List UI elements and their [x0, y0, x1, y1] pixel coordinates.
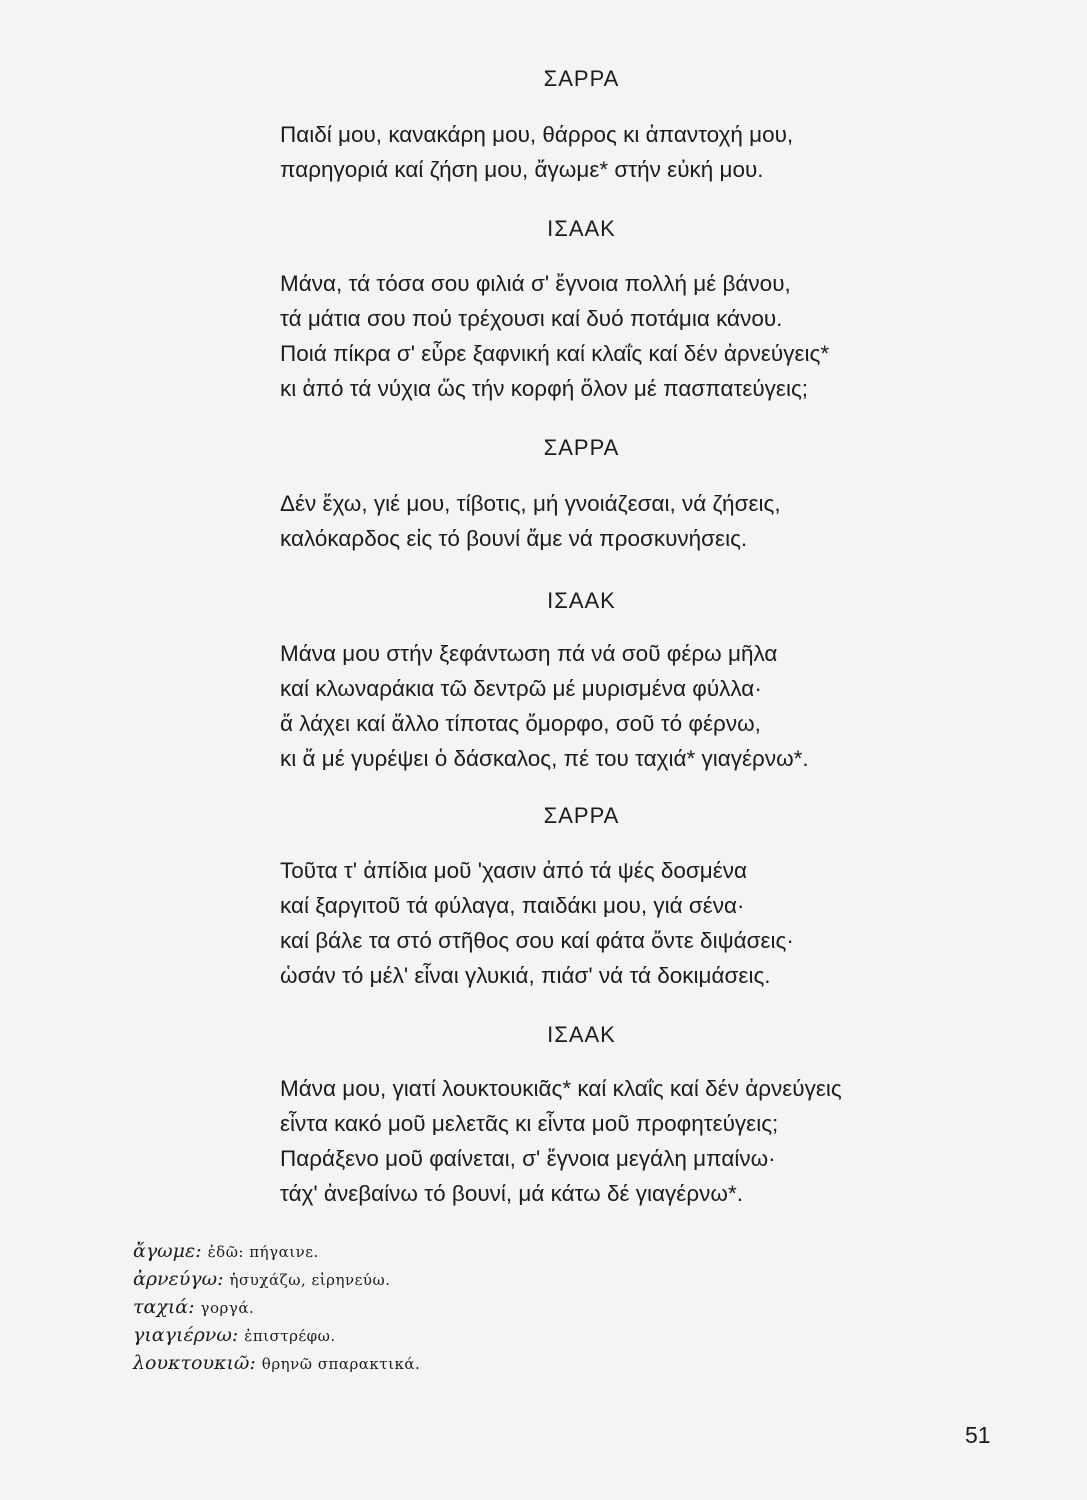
verse-line: Δέν ἔχω, γιέ μου, τίβοτις, μή γνοιάζεσαι, νά ζήσεις,: [280, 491, 781, 516]
verse-line: Μάνα, τά τόσα σου φιλιά σ' ἔγνοια πολλή μέ βάνου,: [280, 271, 791, 296]
verse-line: κι ἀπό τά νύχια ὥς τήν κορφή ὅλον μέ πασπατεύγεις;: [280, 376, 809, 401]
glossary-term: ταχιά:: [133, 1296, 195, 1318]
verse-stanza: [280, 486, 1000, 556]
speaker-heading: ΙΣΑΑΚ: [547, 216, 616, 241]
glossary-term: ἄγωμε:: [133, 1240, 202, 1262]
speaker-heading: ΣΑΡΡΑ: [543, 435, 620, 460]
verse-line: εἶντα κακό μοῦ μελετᾶς κι εἶντα μοῦ προφητεύγεις;: [280, 1111, 779, 1136]
glossary-term: γιαγιέρνω:: [133, 1324, 239, 1346]
speaker-heading: ΙΣΑΑΚ: [547, 1022, 616, 1047]
verse-line: τάχ' ἀνεβαίνω τό βουνί, μά κάτω δέ γιαγέρνω*.: [280, 1181, 743, 1206]
glossary-definition: ἐπιστρέφω.: [244, 1327, 336, 1345]
verse-line: Παράξενο μοῦ φαίνεται, σ' ἔγνοια μεγάλη μπαίνω·: [280, 1146, 776, 1171]
speaker-heading: ΙΣΑΑΚ: [547, 588, 616, 613]
verse-stanza: [280, 636, 1000, 776]
glossary-entry: [133, 1238, 833, 1266]
glossary-entry: [133, 1266, 833, 1294]
verse-line: παρηγοριά καί ζήση μου, ἄγωμε* στήν εὐκή μου.: [280, 157, 764, 182]
verse-line: Παιδί μου, κανακάρη μου, θάρρος κι ἀπαντοχή μου,: [280, 122, 794, 147]
verse-stanza: [280, 853, 1000, 993]
glossary-term: λουκτουκιῶ:: [133, 1352, 256, 1374]
verse-stanza: [280, 117, 1000, 187]
verse-line: Ποιά πίκρα σ' εὖρε ξαφνική καί κλαΐς καί δέν ἀρνεύγεις*: [280, 341, 830, 366]
page-number: 51: [965, 1422, 991, 1448]
glossary: [133, 1238, 833, 1378]
verse-line: Μάνα μου, γιατί λουκτουκιᾶς* καί κλαΐς καί δέν ἀρνεύγεις: [280, 1076, 842, 1101]
glossary-definition: ἐδῶ: πήγαινε.: [207, 1243, 319, 1261]
speaker-heading: ΣΑΡΡΑ: [543, 66, 620, 91]
verse-line: Μάνα μου στήν ξεφάντωση πά νά σοῦ φέρω μῆλα: [280, 641, 778, 666]
verse-line: καί βάλε τα στό στῆθος σου καί φάτα ὄντε διψάσεις·: [280, 928, 794, 953]
verse-line: καλόκαρδος εἰς τό βουνί ἄμε νά προσκυνήσεις.: [280, 526, 748, 551]
glossary-definition: θρηνῶ σπαρακτικά.: [261, 1355, 421, 1373]
verse-line: καί κλωναράκια τῶ δεντρῶ μέ μυρισμένα φύλλα·: [280, 676, 762, 701]
verse-stanza: [280, 1071, 1000, 1211]
glossary-definition: γοργά.: [200, 1299, 255, 1317]
verse-line: ἄ λάχει καί ἄλλο τίποτας ὄμορφο, σοῦ τό φέρνω,: [280, 711, 761, 736]
glossary-term: ἀρνεύγω:: [133, 1268, 224, 1290]
glossary-definition: ἡσυχάζω, εἰρηνεύω.: [229, 1271, 391, 1289]
verse-line: τά μάτια σου πού τρέχουσι καί δυό ποτάμια κάνου.: [280, 306, 783, 331]
glossary-entry: [133, 1294, 833, 1322]
verse-line: Τοῦτα τ' ἀπίδια μοῦ 'χασιν ἀπό τά ψές δοσμένα: [280, 858, 748, 883]
verse-line: κι ἄ μέ γυρέψει ὁ δάσκαλος, πέ του ταχιά* γιαγέρνω*.: [280, 746, 809, 771]
verse-line: ὡσάν τό μέλ' εἶναι γλυκιά, πιάσ' νά τά δοκιμάσεις.: [280, 963, 771, 988]
verse-stanza: [280, 266, 1000, 406]
glossary-entry: [133, 1350, 833, 1378]
speaker-heading: ΣΑΡΡΑ: [543, 803, 620, 828]
verse-line: καί ξαργιτοῦ τά φύλαγα, παιδάκι μου, γιά σένα·: [280, 893, 745, 918]
glossary-entry: [133, 1322, 833, 1350]
